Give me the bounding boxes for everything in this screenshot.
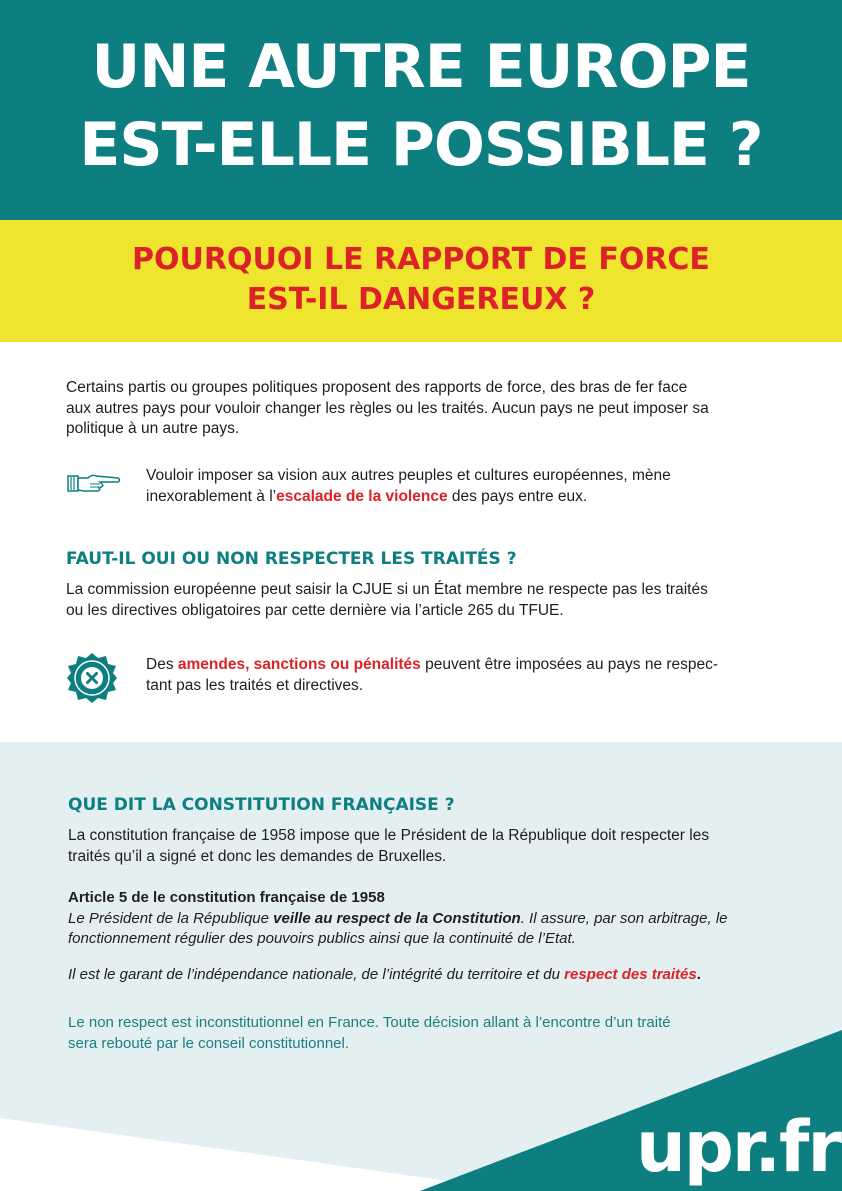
- section-title-constitution: QUE DIT LA CONSTITUTION FRANÇAISE ?: [68, 795, 455, 815]
- article-title: Article 5 de le constitution française de 1958: [68, 889, 385, 906]
- pointing-hand-icon: [66, 470, 122, 496]
- upr-logo[interactable]: upr.fr: [635, 1106, 840, 1188]
- intro-line-3: politique à un autre pays.: [66, 420, 240, 437]
- treaties-line-1: La commission européenne peut saisir la CJUE si un État membre ne respecte pas les traités: [66, 581, 708, 598]
- article-emphasis: veille au respect de la Constitution: [273, 909, 521, 927]
- subtitle-line-1: POURQUOI LE RAPPORT DE FORCE: [132, 242, 710, 277]
- title-line-1: UNE AUTRE EUROPE: [91, 32, 751, 102]
- title-line-2: EST-ELLE POSSIBLE ?: [79, 110, 763, 180]
- conclusion-line-2: sera rebouté par le conseil constitutionnel.: [68, 1034, 350, 1052]
- article-5-quote: [68, 888, 788, 950]
- callout-violence-line-2-start: inexorablement à l’: [146, 487, 277, 505]
- cross-badge-icon: [66, 652, 118, 704]
- article-5-guarantor: [68, 965, 788, 986]
- callout-violence-line-2-end: des pays entre eux.: [447, 487, 588, 505]
- highlight-treaties: respect des traités: [564, 966, 697, 983]
- constitution-paragraph: [68, 826, 788, 867]
- article-line-1-end: . Il assure, par son arbitrage, le: [520, 909, 728, 927]
- page-title: [0, 0, 842, 184]
- article-line-1-start: Le Président de la République: [68, 909, 274, 927]
- page-subtitle: [0, 220, 842, 320]
- section-treaties-paragraph: [66, 580, 786, 621]
- conclusion-line-1: Le non respect est inconstitutionnel en France. Toute décision allant à l’encontre d’un traité: [68, 1014, 671, 1031]
- callout-violence-line-1: Vouloir imposer sa vision aux autres peuples et cultures européennes, mène: [146, 467, 671, 484]
- article-line-2: fonctionnement régulier des pouvoirs publics ainsi que la continuité de l’Etat.: [68, 930, 576, 947]
- subtitle-line-2: EST-IL DANGEREUX ?: [246, 282, 596, 317]
- highlight-sanctions: amendes, sanctions ou pénalités: [177, 656, 421, 673]
- guarantor-line-start: Il est le garant de l’indépendance nationale, de l’intégrité du territoire et du: [68, 966, 565, 983]
- subtitle-banner: [0, 220, 842, 342]
- callout-sanctions-line-1-end: peuvent être imposées au pays ne respec-: [420, 656, 719, 673]
- callout-sanctions: [146, 655, 786, 696]
- header-banner: [0, 0, 842, 220]
- treaties-line-2: ou les directives obligatoires par cette dernière via l’article 265 du TFUE.: [66, 601, 564, 619]
- intro-line-2: aux autres pays pour vouloir changer les règles ou les traités. Aucun pays ne peut imposer sa: [66, 399, 709, 417]
- section-title-treaties: FAUT-IL OUI OU NON RESPECTER LES TRAITÉS ?: [66, 549, 517, 569]
- callout-sanctions-line-1-start: Des: [146, 656, 178, 673]
- constitution-line-1: La constitution française de 1958 impose que le Président de la République doit respecter les: [68, 827, 710, 844]
- guarantor-line-end: .: [696, 966, 701, 983]
- intro-line-1: Certains partis ou groupes politiques proposent des rapports de force, des bras de fer face: [66, 379, 688, 396]
- highlight-violence: escalade de la violence: [276, 487, 448, 505]
- callout-sanctions-line-2: tant pas les traités et directives.: [146, 676, 364, 694]
- callout-violence: [146, 466, 786, 507]
- intro-paragraph: [66, 378, 786, 440]
- constitution-line-2: traités qu’il a signé et donc les demandes de Bruxelles.: [68, 847, 447, 865]
